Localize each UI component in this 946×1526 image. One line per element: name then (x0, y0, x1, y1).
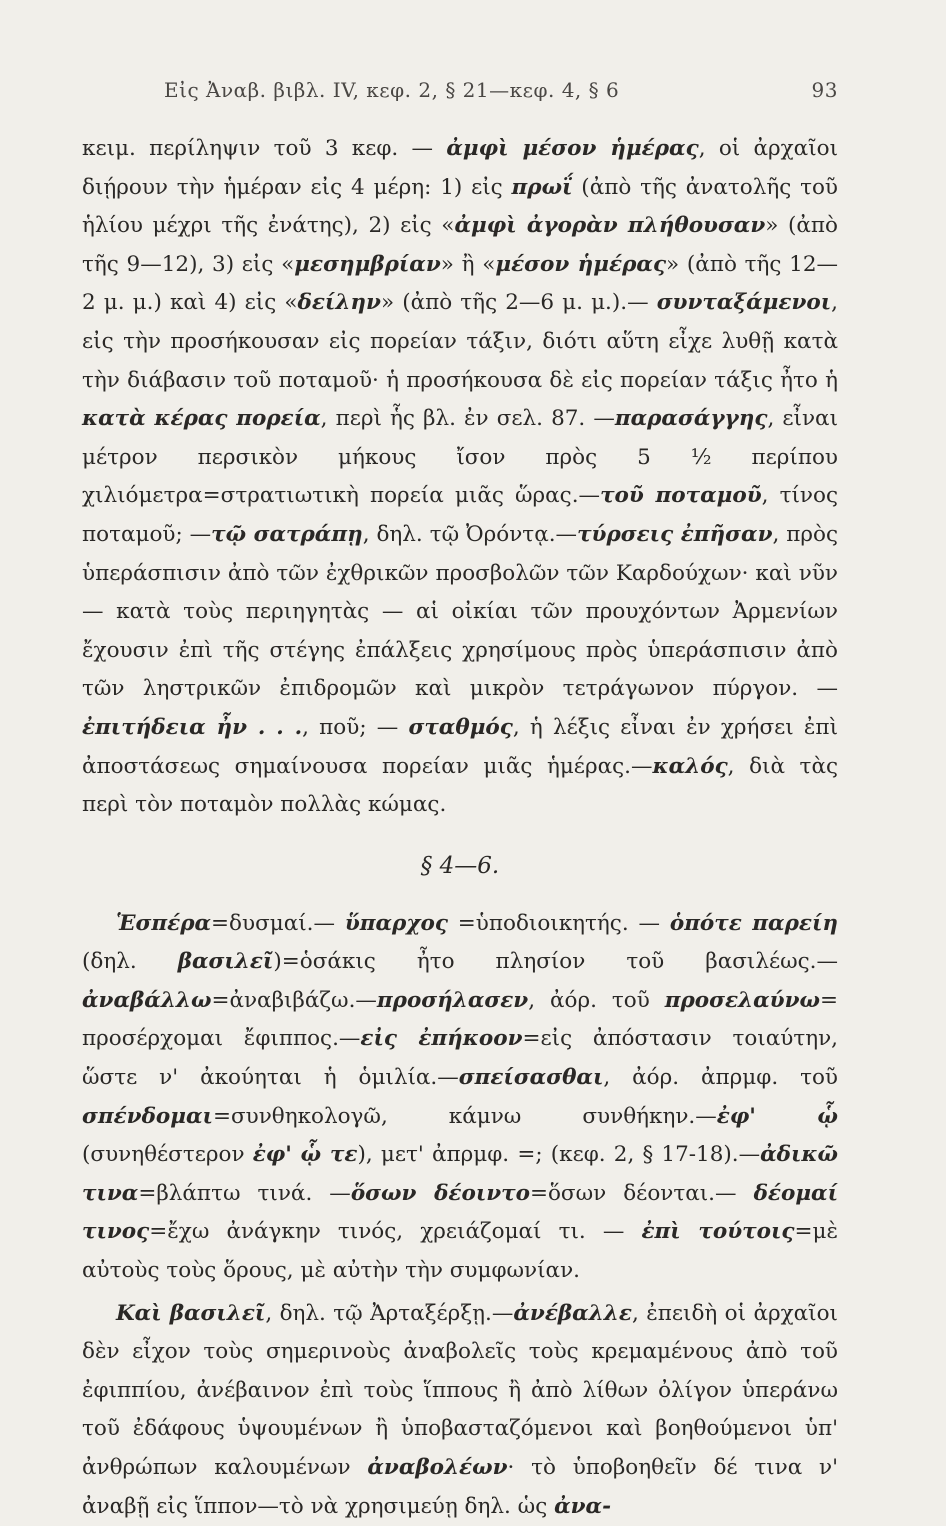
lemma-term: τύρσεις ἐπῆσαν (577, 521, 773, 547)
lemma-term: εἰς ἐπήκοον (360, 1026, 523, 1052)
gloss-text: , ἡ λέξις εἶναι ἐν χρήσει ἐπὶ ἀποστάσεως σημαίνουσα πορείαν μιᾶς ἡμέρας.— (82, 714, 838, 779)
gloss-text: , πρὸς ὑπεράσπισιν ἀπὸ τῶν ἐχθρικῶν προσβολῶν τῶν Καρδούχων· καὶ νῦν — κατὰ τοὺς περιηγητὰς — αἱ οἰκίαι τῶν προυχόντων Ἀρμενίων ἔχουσιν ἐπὶ τῆς στέγης ἐπάλξεις χρησίμους πρὸς ὑπεράσπισιν ἀπὸ τῶν ληστρικῶν ἐπιδρομῶν καὶ μικρὸν τετράγωνον πύργον. — (82, 521, 838, 702)
gloss-text: =δυσμαί.— (211, 910, 345, 936)
gloss-text: » (ἀπὸ τῆς 12—2 μ. μ.) καὶ 4) εἰς « (82, 251, 839, 316)
gloss-text: , δηλ. τῷ Ὀρόντᾳ.— (362, 521, 578, 547)
lemma-term: τοῦ ποταμοῦ (600, 483, 762, 509)
gloss-text: » (ἀπὸ τῆς 2—6 μ. μ.).— (380, 290, 657, 316)
gloss-text: · τὸ ὑποβοηθεῖν δέ τινα ν' ἀναβῇ εἰς ἵππον—τὸ νὰ χρησιμεύῃ δηλ. ὡς (82, 1455, 838, 1519)
commentary-paragraph-2 (82, 905, 838, 1291)
lemma-term: ὅσων δέοιντο (350, 1180, 530, 1206)
gloss-text: » ἢ « (440, 251, 496, 277)
lemma-term: ἐφ' ᾧ τε (252, 1142, 358, 1168)
gloss-text: , οἱ ἀρχαῖοι διῄρουν τὴν ἡμέραν εἰς 4 μέρη: 1) εἰς (82, 136, 838, 200)
commentary-paragraph-3 (82, 1295, 838, 1526)
lemma-term: δείλην (297, 290, 381, 316)
lemma-term: τῷ σατράπῃ (211, 521, 363, 547)
gloss-text: , περὶ ἧς βλ. ἐν σελ. 87. — (320, 406, 615, 432)
gloss-text: =βλάπτω τινά. — (138, 1180, 351, 1206)
gloss-text: =συνθηκολογῶ, κάμνω συνθήκην.— (212, 1103, 717, 1129)
lemma-term: βασιλεῖ (177, 949, 274, 975)
lemma-term: μεσημβρίαν (294, 251, 441, 277)
gloss-text: =ἔχω ἀνάγκην τινός, χρειάζομαί τι. — (149, 1219, 642, 1245)
lemma-term: καλός (652, 753, 728, 779)
gloss-text: , εἰς τὴν προσήκουσαν εἰς πορείαν τάξιν, διότι αὕτη εἶχε λυθῇ κατὰ τὴν διάβασιν τοῦ ποταμοῦ· ἡ προσήκουσα δὲ εἰς πορείαν τάξις ἦτο ἡ (82, 290, 838, 393)
lemma-term: ἀναβάλλω (82, 987, 212, 1013)
lemma-term: προσήλασεν (376, 987, 529, 1013)
lemma-term: ὕπαρχος (344, 910, 448, 936)
lemma-term: ἐφ' ᾧ (716, 1103, 839, 1129)
lemma-term: σπένδομαι (82, 1103, 213, 1129)
lemma-term: παρασάγγης (614, 406, 768, 432)
lemma-term: δέομαί τινος (82, 1180, 838, 1245)
gloss-text: » (ἀπὸ τῆς 9—12), 3) εἰς « (82, 213, 838, 277)
gloss-text: , ἀόρ. ἀπρμφ. τοῦ (603, 1065, 838, 1091)
gloss-text: =εἰς ἀπόστασιν τοιαύτην, ὥστε ν' ἀκούηται ἡ ὁμιλία.— (82, 1026, 839, 1091)
lemma-term: συνταξάμενοι (656, 290, 832, 316)
lemma-term: ἀδικῶ τινα (82, 1142, 838, 1206)
gloss-text: =ἀναβιβάζω.— (211, 987, 377, 1013)
gloss-text: =μὲ αὐτοὺς τοὺς ὅρους, μὲ αὐτὴν τὴν συμφωνίαν. (82, 1219, 838, 1284)
gloss-text: , διὰ τὰς περὶ τὸν ποταμὸν πολλὰς κώμας. (82, 753, 839, 818)
gloss-text: (συνηθέστερον (82, 1142, 253, 1168)
lemma-term: προσελαύνω (664, 987, 820, 1013)
gloss-text: =ὅσων δέονται.— (529, 1180, 754, 1206)
lemma-term: ἀναβολέων (367, 1455, 508, 1480)
gloss-text: , εἶναι μέτρον περσικὸν μήκους ἴσον πρὸς 5 ½ περίπου χιλιόμετρα=στρατιωτικὴ πορεία μιᾶς ὥρας.— (82, 406, 838, 509)
lemma-term: ἐπὶ τούτοις (641, 1219, 795, 1245)
gloss-text: = προσέρχομαι ἔφιππος.— (82, 987, 838, 1052)
commentary-paragraph-1 (82, 130, 838, 825)
lemma-term: σπείσασθαι (458, 1065, 604, 1091)
lemma-term: ἀνέβαλλε (513, 1300, 632, 1326)
gloss-text: (δηλ. (82, 949, 178, 975)
section-heading: § 4—6. (420, 852, 500, 879)
gloss-text: =ὑποδιοικητής. — (447, 910, 670, 936)
lemma-term: σταθμός (408, 714, 513, 740)
lemma-term: μέσον ἡμέρας (495, 251, 667, 277)
gloss-text: κειμ. περίληψιν τοῦ 3 κεφ. — (82, 136, 447, 161)
lemma-term: ἀμφὶ μέσον ἡμέρας (446, 136, 699, 161)
lemma-term: ὁπότε παρείη (669, 910, 838, 936)
lemma-term: κατὰ κέρας πορεία (82, 406, 321, 432)
lemma-term: ἀνα- (554, 1493, 612, 1519)
gloss-text: , δηλ. τῷ Ἀρταξέρξῃ.— (265, 1300, 514, 1326)
header-title: Εἰς Ἀναβ. βιβλ. IV, κεφ. 2, § 21—κεφ. 4, § 6 (164, 78, 620, 102)
lemma-term: ἀμφὶ ἀγορὰν πλήθουσαν (454, 213, 766, 239)
gloss-text: , ἐπειδὴ οἱ ἀρχαῖοι δὲν εἶχον τοὺς σημερινοὺς ἀναβολεῖς τοὺς κρεμαμένους ἀπὸ τοῦ ἐφιππίου, ἀνέβαινον ἐπὶ τοὺς ἵππους ἢ ἀπὸ λίθων ὀλίγον ὑπεράνω τοῦ ἐδάφους ὑψουμένων ἢ ὑποβασταζόμενοι καὶ βοηθούμενοι ὑπ' ἀνθρώπων καλουμένων (82, 1300, 838, 1480)
gloss-text: , ἀόρ. τοῦ (528, 987, 665, 1013)
lemma-term: πρωΐ (511, 174, 573, 200)
page-number: 93 (811, 78, 838, 102)
running-header (82, 78, 838, 102)
lemma-term: Καὶ βασιλεῖ (116, 1300, 266, 1326)
lemma-term: ἐπιτήδεια ἦν . . . (82, 714, 303, 740)
gloss-text: )=ὁσάκις ἦτο πλησίον τοῦ βασιλέως.— (273, 949, 838, 975)
gloss-text: , τίνος ποταμοῦ; — (82, 483, 838, 547)
gloss-text: , ποῦ; — (302, 714, 409, 740)
gloss-text: (ἀπὸ τῆς ἀνατολῆς τοῦ ἡλίου μέχρι τῆς ἐνάτης), 2) εἰς « (82, 174, 838, 239)
lemma-term: Ἑσπέρα (116, 910, 212, 936)
gloss-text: ), μετ' ἀπρμφ. =; (κεφ. 2, § 17-18).— (357, 1142, 761, 1168)
